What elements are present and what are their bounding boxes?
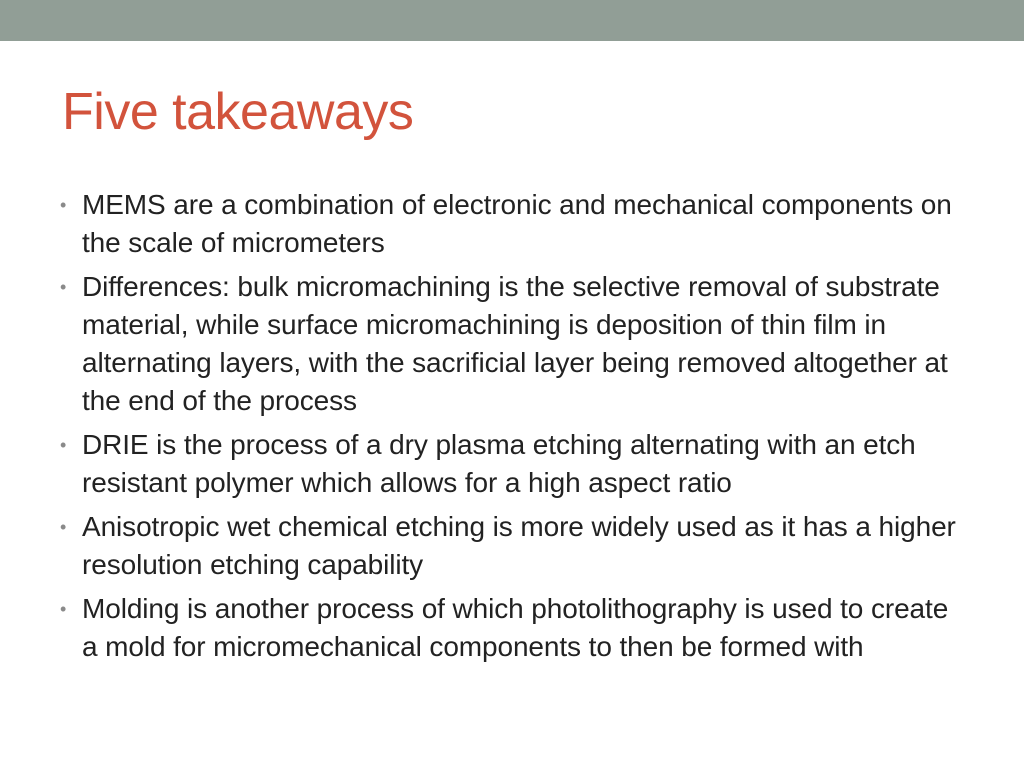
bullet-text: Molding is another process of which photolithography is used to create a mold for micromechanical components to then be formed with <box>82 593 949 662</box>
bullet-icon: • <box>60 435 67 455</box>
bullet-text: DRIE is the process of a dry plasma etching alternating with an etch resistant polymer which allows for a high aspect ratio <box>82 429 916 498</box>
bullet-item <box>60 426 970 502</box>
bullet-text: MEMS are a combination of electronic and mechanical components on the scale of micrometers <box>82 189 952 258</box>
bullet-icon: • <box>60 195 67 215</box>
bullet-icon: • <box>60 517 67 537</box>
bullet-text: Differences: bulk micromachining is the selective removal of substrate material, while surface micromachining is deposition of thin film in alternating layers, with the sacrificial layer being removed altogether at the end of the process <box>82 271 948 416</box>
bullet-icon: • <box>60 599 67 619</box>
bullet-item <box>60 508 970 584</box>
bullet-text: Anisotropic wet chemical etching is more widely used as it has a higher resolution etching capability <box>82 511 956 580</box>
bullet-icon: • <box>60 277 67 297</box>
bullet-item <box>60 186 970 262</box>
top-band <box>0 0 1024 41</box>
slide-title: Five takeaways <box>62 83 414 141</box>
bullet-item <box>60 590 970 666</box>
bullet-list <box>60 186 970 672</box>
bullet-item <box>60 268 970 420</box>
